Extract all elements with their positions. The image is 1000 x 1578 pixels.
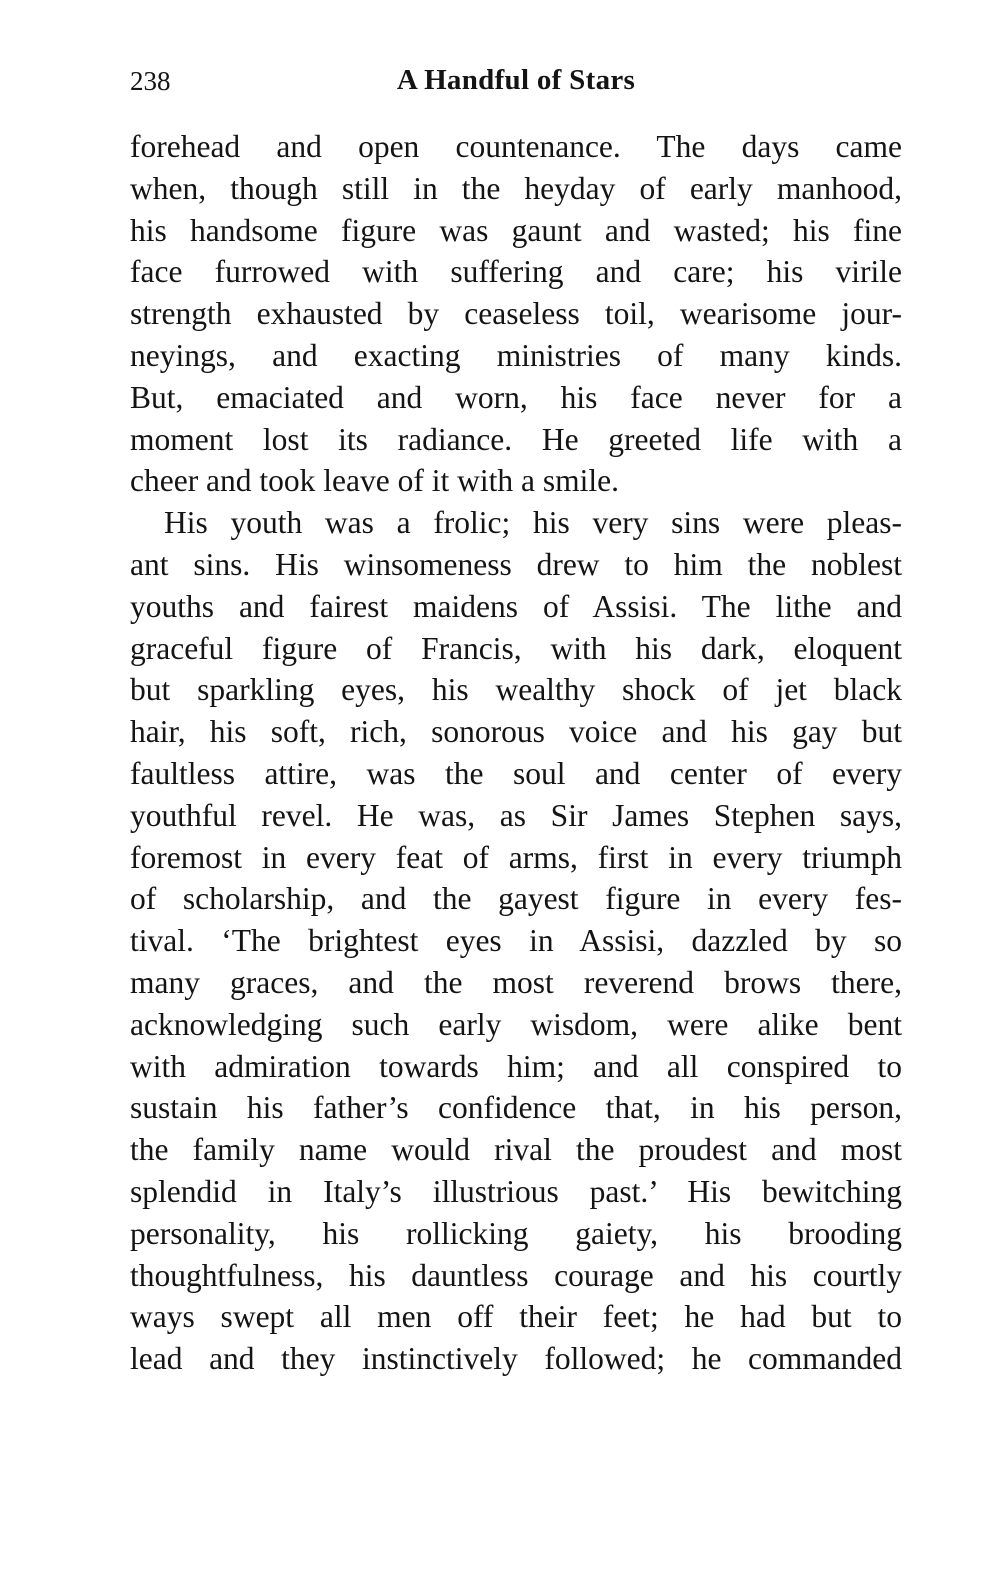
running-title: A Handful of Stars bbox=[396, 64, 636, 96]
text-line: His youth was a frolic; his very sins were pleas- bbox=[164, 505, 902, 541]
text-line: neyings, and exacting ministries of many kinds. bbox=[130, 337, 902, 373]
text-line: lead and they instinctively followed; he commanded bbox=[130, 1341, 902, 1377]
text-line: hair, his soft, rich, sonorous voice and his gay but bbox=[130, 714, 902, 750]
text-line: face furrowed with suffering and care; his virile bbox=[130, 254, 902, 290]
text-line: foremost in every feat of arms, first in every triumph bbox=[130, 839, 902, 875]
text-line: graceful figure of Francis, with his dark, eloquent bbox=[130, 630, 902, 666]
running-head bbox=[130, 66, 902, 106]
text-line: with admiration towards him; and all conspired to bbox=[130, 1048, 902, 1084]
text-line: personality, his rollicking gaiety, his brooding bbox=[130, 1215, 902, 1251]
text-line: many graces, and the most reverend brows there, bbox=[130, 964, 902, 1000]
page-number: 238 bbox=[130, 66, 171, 96]
text-line: youthful revel. He was, as Sir James Stephen says, bbox=[130, 797, 902, 833]
body-text bbox=[130, 126, 902, 1380]
text-line: cheer and took leave of it with a smile. bbox=[130, 463, 619, 499]
text-line: moment lost its radiance. He greeted life with a bbox=[130, 421, 902, 457]
text-line: splendid in Italy’s illustrious past.’ His bewitching bbox=[130, 1173, 902, 1209]
text-line: the family name would rival the proudest and most bbox=[130, 1132, 902, 1168]
paragraph bbox=[130, 126, 902, 502]
text-line: acknowledging such early wisdom, were alike bent bbox=[130, 1006, 902, 1042]
text-line: ant sins. His winsomeness drew to him the noblest bbox=[130, 546, 902, 582]
text-line: ways swept all men off their feet; he had but to bbox=[130, 1299, 902, 1335]
text-line: sustain his father’s confidence that, in his person, bbox=[130, 1090, 902, 1126]
text-line: thoughtfulness, his dauntless courage and his courtly bbox=[130, 1257, 902, 1293]
text-line: his handsome figure was gaunt and wasted; his fine bbox=[130, 212, 902, 248]
text-line: but sparkling eyes, his wealthy shock of jet black bbox=[130, 672, 902, 708]
text-line: tival. ‘The brightest eyes in Assisi, dazzled by so bbox=[130, 923, 902, 959]
text-line: But, emaciated and worn, his face never for a bbox=[130, 379, 902, 415]
text-line: forehead and open countenance. The days came bbox=[130, 129, 902, 164]
text-line: strength exhausted by ceaseless toil, wearisome jour- bbox=[130, 296, 902, 332]
text-line: of scholarship, and the gayest figure in every fes- bbox=[130, 881, 902, 917]
text-line: youths and fairest maidens of Assisi. The lithe and bbox=[130, 588, 902, 624]
text-line: faultless attire, was the soul and center of every bbox=[130, 755, 902, 791]
text-line: when, though still in the heyday of early manhood, bbox=[130, 170, 902, 206]
paragraph bbox=[130, 502, 902, 1380]
